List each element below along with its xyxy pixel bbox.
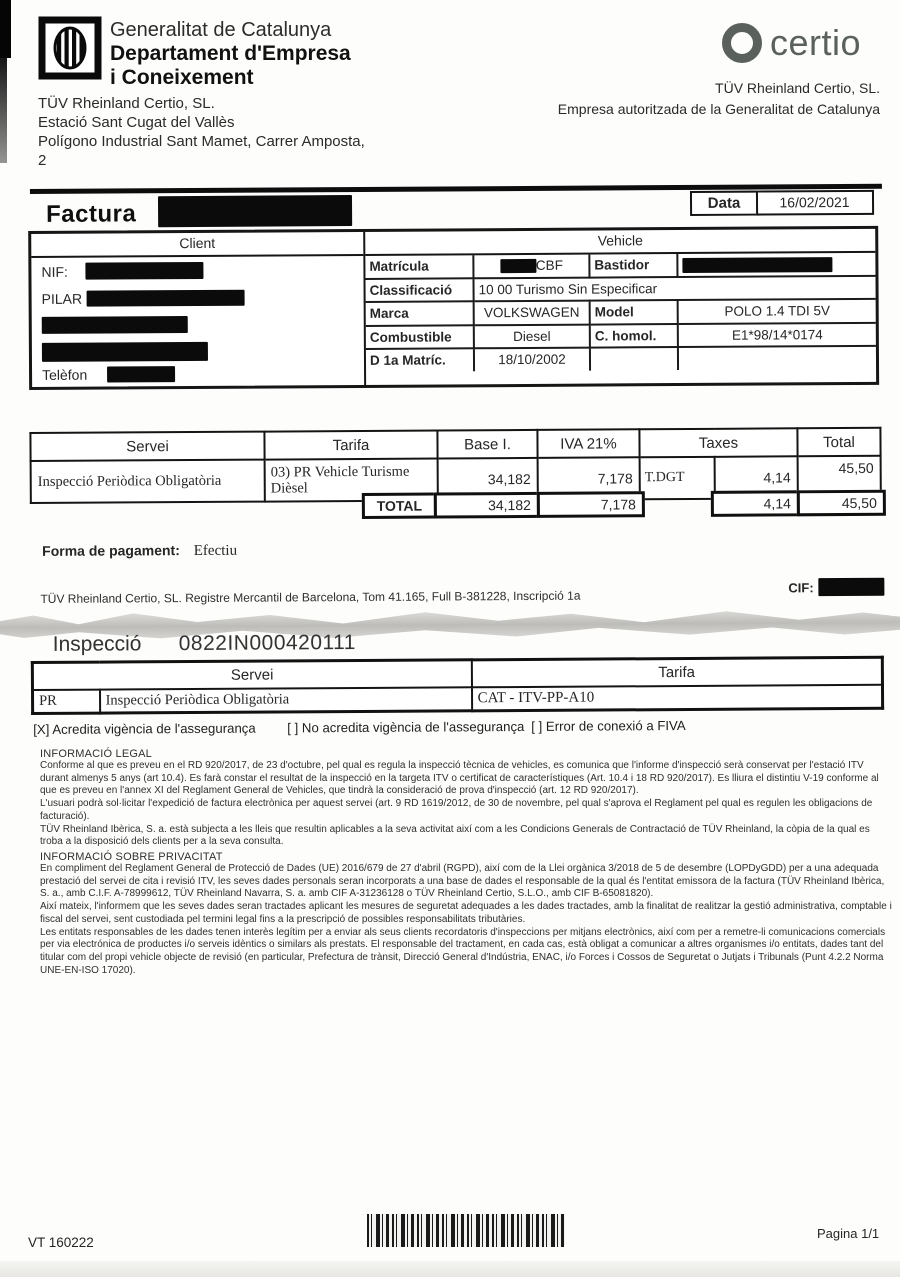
authorized-line: Empresa autoritzada de la Generalitat de Catalunya bbox=[557, 101, 880, 117]
legal-paragraph: L'usuari podrà sol·licitar l'expedició de factura electrònica per aquest servei (art. 9 RD 1619/2012, de 30 de novembre, pel qual s'aprova el Reglament pel qual es regulen les obligacions de facturació). bbox=[40, 798, 873, 822]
redacted-address bbox=[42, 342, 208, 362]
matricula-label: Matrícula bbox=[365, 255, 473, 278]
classificacio-label: Classificació bbox=[365, 278, 473, 302]
redacted-address bbox=[42, 316, 188, 334]
address-line: Polígono Industrial Sant Mamet, Carrer Amposta, bbox=[38, 133, 365, 150]
matricula-value bbox=[473, 255, 589, 278]
checkbox-insurance-ok bbox=[33, 721, 256, 737]
barcode bbox=[367, 1214, 565, 1247]
service-name: Inspecció Periòdica Obligatòria bbox=[31, 460, 265, 503]
inspection-title: Inspecció bbox=[52, 632, 142, 656]
client-phone-row bbox=[42, 366, 175, 383]
date-value: 16/02/2021 bbox=[755, 190, 873, 216]
address-line: TÜV Rheinland Certio, SL. bbox=[38, 95, 215, 112]
service-taxes-value: 4,14 bbox=[715, 456, 798, 499]
payment-line bbox=[42, 542, 237, 561]
redacted-surname bbox=[87, 290, 245, 307]
empty-cell bbox=[590, 347, 678, 370]
certio-wordmark: certio bbox=[770, 22, 862, 63]
table-row bbox=[32, 685, 882, 714]
checkbox-label: Error de conexió a FIVA bbox=[545, 718, 686, 734]
form-code: VT 160222 bbox=[28, 1235, 94, 1250]
total-iva: 7,178 bbox=[537, 491, 645, 518]
matric-date-value: 18/10/2002 bbox=[474, 348, 590, 371]
client-section bbox=[31, 232, 366, 387]
col-servei: Servei bbox=[30, 432, 264, 461]
model-value: POLO 1.4 TDI 5V bbox=[678, 299, 876, 324]
total-amount: 45,50 bbox=[797, 490, 886, 517]
legal-paragraph: Conforme al que es preveu en el RD 920/2017, de 23 d'octubre, pel qual es regula la inspecció tècnica de vehicles, es comunica que l'informe d'inspecció serà conservat per l'estació ITV durant almenys 5 anys (art 10.4). Es farà constar el resultat de la inspecció en la targeta ITV o certificat de característiques (Art. 10.4 i 18 RD 920/2017). Es lliura el distintiu V-19 conforme al que es preveu en l'annex XI del Reglament General de Vehicles, que tindrà la consideració de prova d'inspecció (art. 12 RD 920/2017). bbox=[40, 760, 879, 797]
table-row bbox=[366, 299, 876, 326]
empty-cell bbox=[678, 346, 876, 370]
client-vehicle-table bbox=[28, 226, 879, 390]
registry-line: TÜV Rheinland Certio, SL. Registre Mercantil de Barcelona, Tom 41.165, Full B-381228, Inscripció 1a bbox=[40, 588, 581, 606]
checkbox-mark: [ ] bbox=[287, 720, 299, 736]
client-address-row bbox=[42, 342, 208, 362]
legal-information bbox=[40, 748, 893, 849]
legal-title: INFORMACIÓ LEGAL bbox=[40, 748, 152, 760]
service-total: 45,50 bbox=[798, 456, 881, 499]
privacy-paragraph: Així mateix, l'informem que les seves dades seran tractades aplicant les mesures de seguretat adequades a les dades tractades, amb la finalitat de realitzar la gestió administrativa, comptable i fiscal del servei, sent custodiada pel termini legal fins a la prescripció de possibles responsabilitats tributàries. bbox=[40, 901, 892, 925]
classificacio-value: 10 00 Turismo Sin Especificar bbox=[473, 275, 875, 301]
payment-label: Forma de pagament: bbox=[42, 542, 180, 559]
redacted-plate-prefix bbox=[500, 259, 536, 273]
client-address-row bbox=[42, 316, 188, 334]
table-row bbox=[365, 275, 875, 302]
checkbox-mark: [X] bbox=[33, 721, 50, 737]
client-name: PILAR bbox=[41, 290, 83, 307]
inspection-number: 0822IN000420111 bbox=[178, 631, 356, 656]
marca-label: Marca bbox=[366, 301, 474, 325]
payment-value: Efectiu bbox=[193, 542, 238, 560]
combustible-label: Combustible bbox=[366, 325, 474, 349]
total-spacer bbox=[642, 491, 714, 511]
inspection-service: Inspecció Periòdica Obligatòria bbox=[99, 687, 471, 713]
inspection-tarifa: CAT - ITV-PP-A10 bbox=[471, 685, 882, 711]
plate-suffix: CBF bbox=[535, 257, 563, 273]
totals-row bbox=[362, 490, 886, 519]
bastidor-label: Bastidor bbox=[589, 254, 677, 277]
inspection-table bbox=[31, 656, 884, 715]
privacy-paragraph: Les entitats responsables de les dades tenen interès legítim per a enviar als seus clients recordatoris d'inspeccions per mitjans electrònics, així com per a remetre-li comunicacions comercials per via electrónica de productes i/o serveis idèntics o similars als prestats. El responsable del tractament, en cada cas, està obligat a comunicar a altres organismes i/o entitats, dades tant del titular com del propi vehicle objecte de revisió (en particular, Prefectura de trànsit, Direcció General d'Indústria, ENAC, i/o Forces i Cossos de Seguretat o Jutjats i Tribunals (Punt 4.2.2 Norma UNE-EN-ISO 17020). bbox=[40, 926, 886, 976]
insp-col-tarifa: Tarifa bbox=[471, 657, 882, 687]
vehicle-header: Vehicle bbox=[365, 229, 875, 256]
vehicle-grid bbox=[365, 253, 876, 372]
matric-date-label: D 1a Matríc. bbox=[366, 348, 474, 371]
service-iva: 7,178 bbox=[538, 457, 640, 500]
date-label: Data bbox=[690, 191, 758, 216]
homol-value: E1*98/14*0174 bbox=[678, 322, 876, 347]
privacy-information bbox=[40, 851, 893, 977]
checkbox-mark: [ ] bbox=[531, 718, 543, 734]
col-total: Total bbox=[797, 428, 880, 457]
insurance-checkboxes bbox=[3, 717, 900, 737]
client-nif-row bbox=[41, 262, 204, 280]
client-name-row bbox=[42, 290, 246, 307]
col-base: Base I. bbox=[437, 430, 537, 459]
combustible-value: Diesel bbox=[474, 324, 590, 348]
table-row bbox=[365, 253, 875, 279]
gencat-line2: Departament d'Empresa bbox=[110, 42, 351, 65]
checkbox-label: No acredita vigència de l'assegurança bbox=[301, 718, 525, 736]
redacted-phone bbox=[107, 366, 175, 382]
checkbox-label: Acredita vigència de l'assegurança bbox=[52, 720, 256, 737]
total-label: TOTAL bbox=[362, 493, 437, 519]
page-number: Pagina 1/1 bbox=[817, 1226, 880, 1241]
company-name: TÜV Rheinland Certio, SL. bbox=[715, 80, 880, 96]
col-taxes: Taxes bbox=[639, 428, 797, 457]
model-label: Model bbox=[590, 300, 678, 324]
cif-label: CIF: bbox=[788, 580, 814, 596]
service-tarifa: 03) PR Vehicle Turisme Dièsel bbox=[265, 459, 438, 502]
redacted-vin bbox=[682, 257, 832, 273]
homol-label: C. homol. bbox=[590, 324, 678, 348]
marca-value: VOLKSWAGEN bbox=[474, 301, 590, 325]
redacted-nif bbox=[86, 262, 204, 280]
gencat-line1: Generalitat de Catalunya bbox=[110, 19, 332, 41]
vehicle-section bbox=[365, 229, 876, 385]
col-tarifa: Tarifa bbox=[264, 431, 437, 460]
table-row bbox=[366, 322, 876, 349]
privacy-paragraph: En compliment del Reglament General de Protecció de Dades (UE) 2016/679 de 27 d'abril (RGPD), així com de la Llei orgànica 3/2018 de 5 de desembre (LOPDyGDD) per a una adequada prestació del servei de cita i revisió ITV, les seves dades personals seran incorporats a una base de dades el responsable de la qual és l'entitat emissora de la factura (TÜV Rheinland Ibèrica, S. a., amb C.I.F. A-78999612, TÜV Rheinland Navarra, S. a. amb CIF A-31236128 o TÜV Rheinland Certio, S.L.O., amb CIF B-65081820). bbox=[40, 863, 885, 900]
insp-col-servei: Servei bbox=[32, 660, 471, 690]
checkbox-fiva-error bbox=[531, 718, 686, 734]
nif-label: NIF: bbox=[41, 263, 68, 280]
legal-paragraph: TÜV Rheinland Ibèrica, S. a. està subjecta a les lleis que resultin aplicables a la seva activitat així com a les Condicions Generals de Contractació de TÜV Rheinland, la còpia de la qual es troba a la disposició dels clients per a la seva consulta. bbox=[40, 823, 870, 848]
redacted-cif bbox=[818, 578, 884, 596]
bastidor-value bbox=[677, 253, 875, 277]
checkbox-insurance-not-ok bbox=[287, 719, 524, 735]
gencat-line3: i Coneixement bbox=[110, 66, 254, 89]
total-taxes: 4,14 bbox=[711, 490, 800, 517]
invoice-date-box bbox=[690, 190, 874, 216]
phone-label: Telèfon bbox=[42, 366, 88, 383]
col-iva: IVA 21% bbox=[537, 429, 639, 458]
inspection-code: PR bbox=[32, 690, 99, 714]
invoice-title: Factura bbox=[46, 200, 137, 228]
address-line: 2 bbox=[38, 152, 47, 169]
service-taxes-label: T.DGT bbox=[640, 457, 715, 499]
privacy-title: INFORMACIÓ SOBRE PRIVACITAT bbox=[40, 851, 223, 863]
address-line: Estació Sant Cugat del Vallès bbox=[38, 114, 235, 131]
redacted-invoice-number bbox=[158, 195, 352, 227]
service-base: 34,182 bbox=[438, 458, 538, 501]
total-base: 34,182 bbox=[434, 492, 540, 519]
table-row bbox=[366, 346, 876, 372]
client-header: Client bbox=[31, 232, 363, 258]
